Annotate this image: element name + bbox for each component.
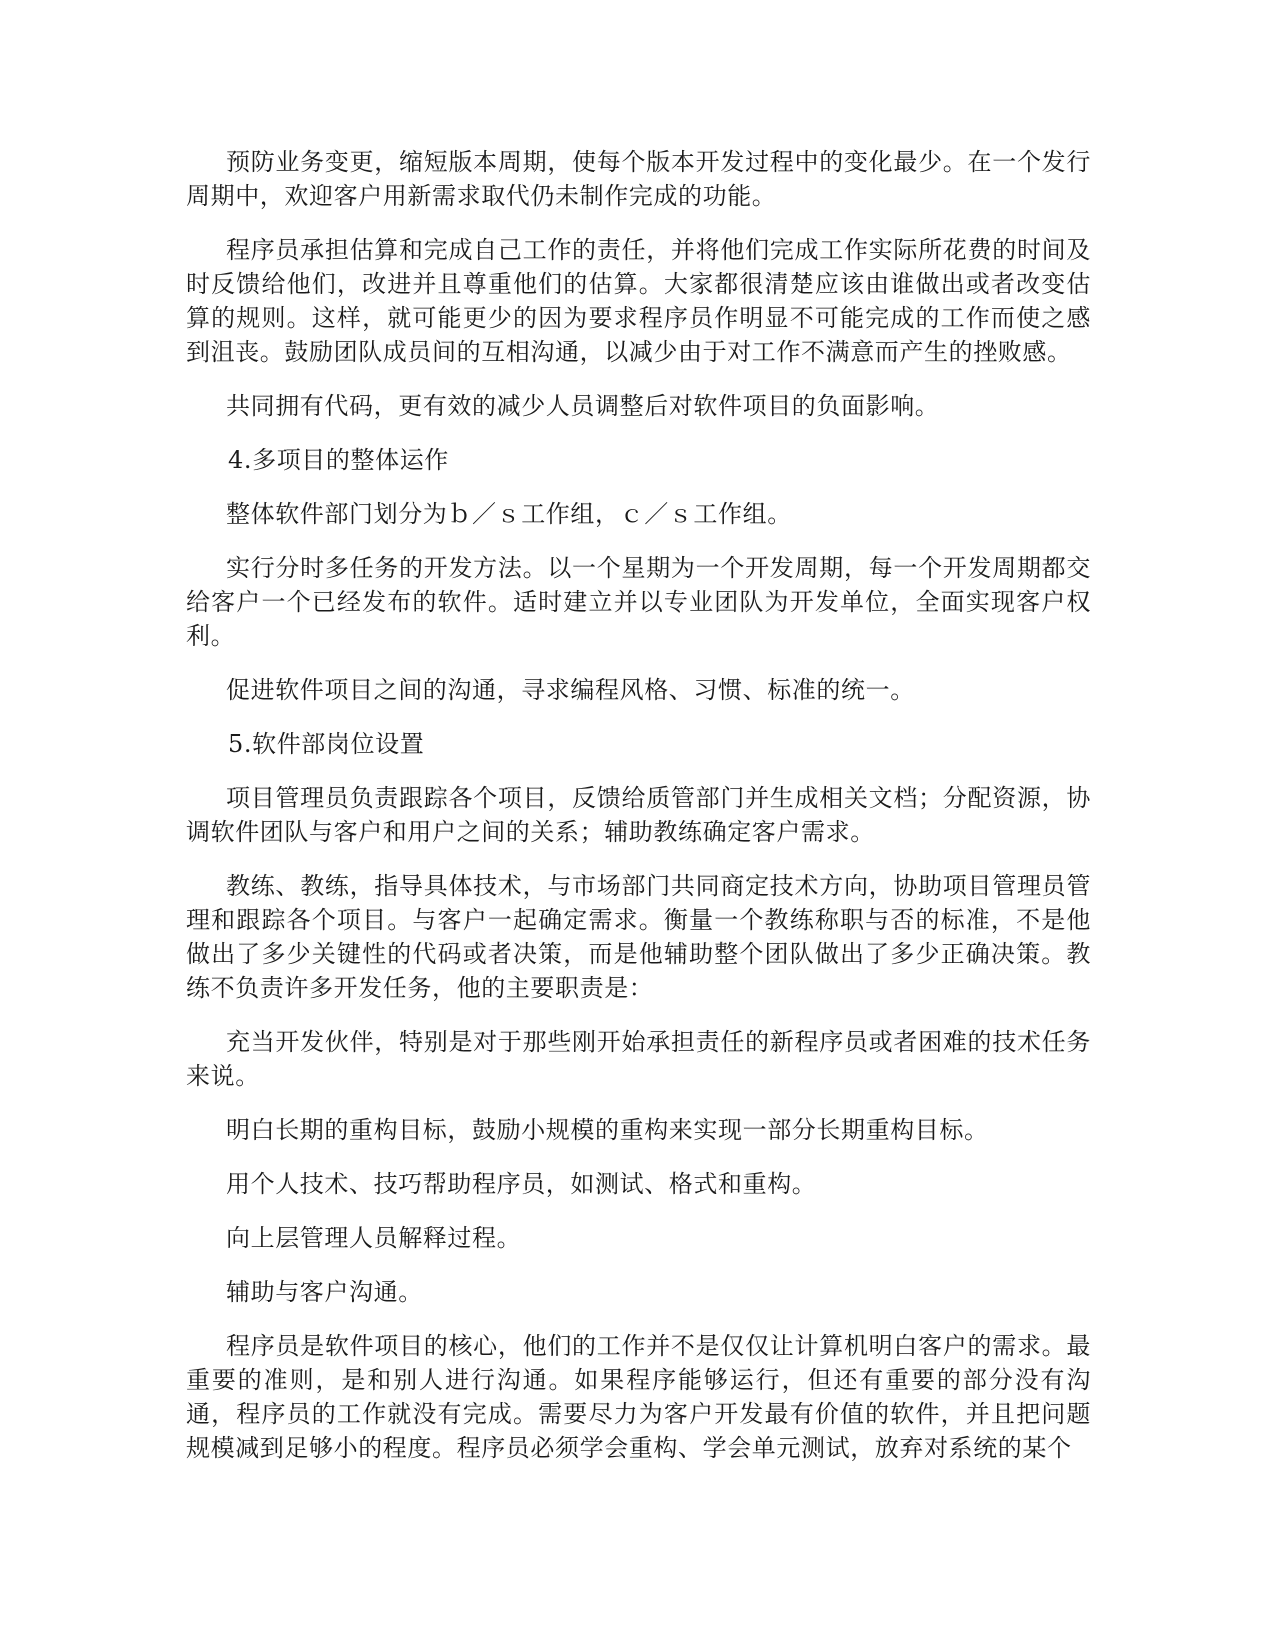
paragraph-dev-partner: 充当开发伙伴，特别是对于那些刚开始承担责任的新程序员或者困难的技术任务来说。 — [186, 1028, 1091, 1090]
paragraph-customer-communication: 辅助与客户沟通。 — [226, 1278, 423, 1306]
document-body — [186, 145, 1091, 1485]
paragraph-programmer-core: 程序员是软件项目的核心，他们的工作并不是仅仅让计算机明白客户的需求。最重要的准则，是和别人进行沟通。如果程序能够运行，但还有重要的部分没有沟通，程序员的工作就没有完成。需要尽力为客户开发最有价值的软件，并且把问题规模减到足够小的程度。程序员必须学会重构、学会单元测试，放弃对系统的某个 — [186, 1332, 1091, 1462]
section-heading-multi-project: 4.多项目的整体运作 — [228, 446, 449, 474]
paragraph-project-manager: 项目管理员负责跟踪各个项目，反馈给质管部门并生成相关文档；分配资源，协调软件团队与客户和用户之间的关系；辅助教练确定客户需求。 — [186, 784, 1091, 846]
paragraph-explain-process: 向上层管理人员解释过程。 — [226, 1224, 522, 1252]
paragraph-coach: 教练、教练，指导具体技术，与市场部门共同商定技术方向，协助项目管理员管理和跟踪各个项目。与客户一起确定需求。衡量一个教练称职与否的标准，不是他做出了多少关键性的代码或者决策，而是他辅助整个团队做出了多少正确决策。教练不负责许多开发任务，他的主要职责是： — [186, 872, 1091, 1002]
paragraph-help-programmers: 用个人技术、技巧帮助程序员，如测试、格式和重构。 — [226, 1170, 817, 1198]
paragraph-estimation-responsibility: 程序员承担估算和完成自己工作的责任，并将他们完成工作实际所花费的时间及时反馈给他们，改进并且尊重他们的估算。大家都很清楚应该由谁做出或者改变估算的规则。这样，就可能更少的因为要求程序员作明显不可能完成的工作而使之感到沮丧。鼓励团队成员间的互相沟通，以减少由于对工作不满意而产生的挫败感。 — [186, 236, 1091, 366]
paragraph-time-sharing: 实行分时多任务的开发方法。以一个星期为一个开发周期，每一个开发周期都交给客户一个已经发布的软件。适时建立并以专业团队为开发单位，全面实现客户权利。 — [186, 554, 1091, 650]
paragraph-workgroups: 整体软件部门划分为ｂ／ｓ工作组，ｃ／ｓ工作组。 — [226, 500, 792, 528]
paragraph-change-control: 预防业务变更，缩短版本周期，使每个版本开发过程中的变化最少。在一个发行周期中，欢迎客户用新需求取代仍未制作完成的功能。 — [186, 148, 1091, 210]
paragraph-shared-code: 共同拥有代码，更有效的减少人员调整后对软件项目的负面影响。 — [226, 392, 940, 420]
paragraph-refactor-goal: 明白长期的重构目标，鼓励小规模的重构来实现一部分长期重构目标。 — [226, 1116, 989, 1144]
section-heading-positions: 5.软件部岗位设置 — [228, 730, 425, 758]
paragraph-communication: 促进软件项目之间的沟通，寻求编程风格、习惯、标准的统一。 — [226, 676, 915, 704]
